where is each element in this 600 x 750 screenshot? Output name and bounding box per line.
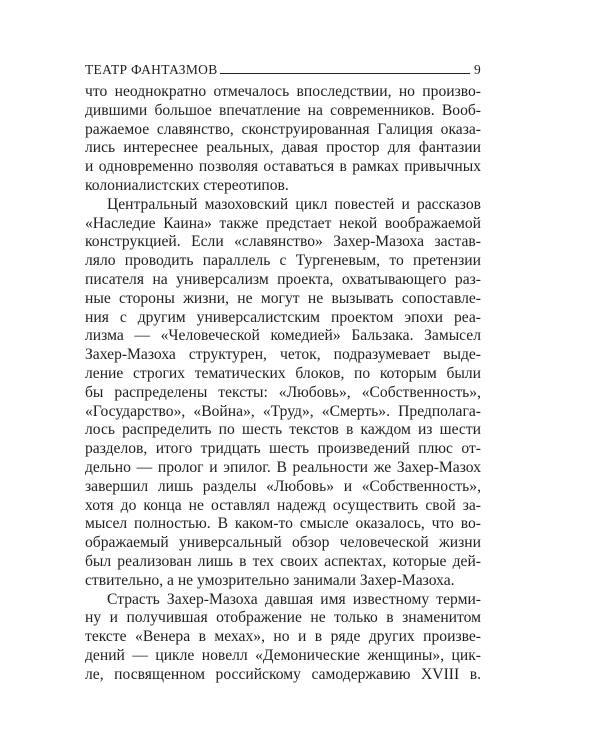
text-line: Центральный мазоховский цикл повестей и рассказов: [107, 195, 481, 213]
text-line: «Государство», «Война», «Труд», «Смерть». Предполага-: [85, 402, 481, 420]
text-line: ные стороны жизни, не могут не вызывать сопоставле-: [85, 289, 481, 307]
page-number: 9: [473, 62, 481, 77]
text-line: писателя на универсализм проекта, охватывающего раз-: [85, 270, 481, 288]
text-line: бы распределены тексты: «Любовь», «Собственность»,: [85, 383, 481, 401]
page-body: [85, 83, 481, 685]
text-line: хотя до конца не оставлял надежд осуществить свой за-: [85, 496, 481, 514]
text-line: «Наследие Каина» также предстает некой воображаемой: [85, 214, 481, 232]
text-line: Страсть Захер-Мазоха давшая имя известному терми-: [107, 590, 481, 608]
running-title: ТЕАТР ФАНТАЗМОВ: [85, 62, 218, 77]
text-line: ображаемый универсальный обзор человеческой жизни: [85, 534, 481, 552]
text-line: лось распределить по шесть текстов в каждом из шести: [85, 421, 481, 439]
text-line: ния с другим универсалистским проектом эпохи реа-: [85, 308, 481, 326]
paragraph: [85, 196, 481, 591]
text-line: был реализован лишь в тех своих аспектах, которые дей-: [85, 552, 481, 570]
text-line: ражаемое славянство, сконструированная Галиция оказа-: [85, 120, 481, 138]
paragraph: [85, 591, 481, 685]
text-line: ствительно, а не умозрительно занимали Захер-Мазоха.: [85, 571, 455, 589]
text-line: ляло проводить параллель с Тургеневым, то претензии: [85, 252, 481, 270]
text-line: дившими большое впечатление на современников. Вооб-: [85, 101, 481, 119]
text-line: мысел полностью. В каком-то смысле оказалось, что во-: [85, 515, 481, 533]
header-rule: [220, 73, 470, 74]
text-line: и одновременно позволяя оставаться в рамках привычных: [85, 158, 481, 176]
text-line: лись интереснее реальных, давая простор для фантазии: [85, 139, 481, 157]
text-line: дений — цикле новелл «Демонические женщины», цик-: [85, 646, 481, 664]
text-line: Захер-Мазоха структурен, четок, подразумевает выде-: [85, 346, 481, 364]
running-header: [85, 58, 481, 78]
text-line: конструкцией. Если «славянство» Захер-Мазоха застав-: [85, 233, 481, 251]
text-line: тексте «Венера в мехах», но и в ряде других произве-: [85, 628, 481, 646]
text-line: ление строгих тематических блоков, по которым были: [85, 364, 481, 382]
text-line: разделов, итого тридцать шесть произведений плюс от-: [85, 440, 481, 458]
text-line: что неоднократно отмечалось впоследствии, но произво-: [85, 83, 481, 100]
text-line: лизма — «Человеческой комедией» Бальзака. Замысел: [85, 327, 481, 345]
paragraph: [85, 83, 481, 196]
text-line: колониалистских стереотипов.: [85, 176, 289, 194]
text-line: дельно — пролог и эпилог. В реальности же Захер-Мазох: [85, 458, 481, 476]
text-line: завершил лишь разделы «Любовь» и «Собственность»,: [85, 477, 481, 495]
text-line: ле, посвященном российскому самодержавию XVIII в.: [85, 665, 481, 683]
text-line: ну и получившая отображение не только в знаменитом: [85, 609, 481, 627]
